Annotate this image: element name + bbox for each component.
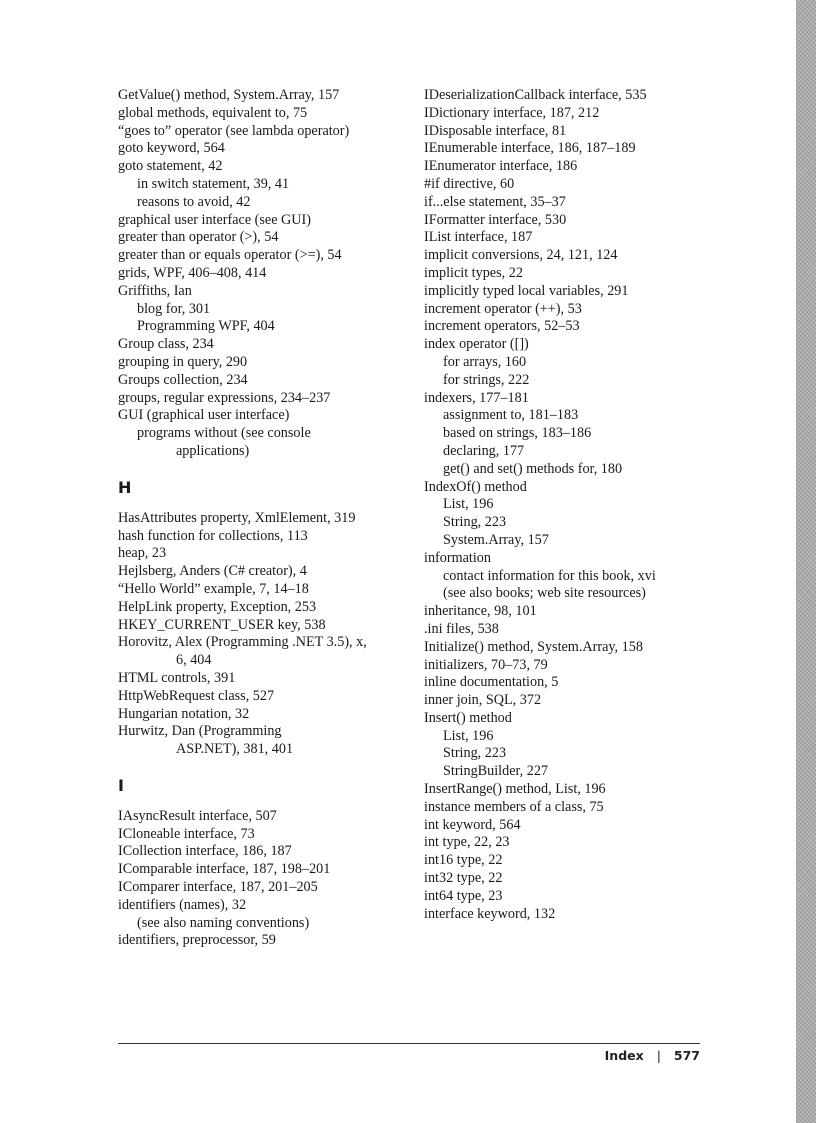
index-entry: IComparable interface, 187, 198–201 (118, 861, 331, 878)
index-entry: .ini files, 538 (424, 620, 499, 637)
index-subentry: declaring, 177 (443, 442, 525, 459)
index-entry: InsertRange() method, List, 196 (424, 781, 606, 798)
index-subentry: String, 223 (443, 745, 507, 762)
index-subentry: List, 196 (443, 496, 494, 513)
index-entry: implicitly typed local variables, 291 (424, 282, 629, 299)
index-subentry: programs without (see console (137, 425, 311, 442)
index-entry: IAsyncResult interface, 507 (118, 807, 277, 824)
index-subentry: blog for, 301 (137, 300, 211, 317)
index-entry: identifiers, preprocessor, 59 (118, 932, 276, 949)
index-entry: GetValue() method, System.Array, 157 (118, 87, 340, 103)
index-entry: HKEY_CURRENT_USER key, 538 (118, 616, 326, 633)
index-entry: hash function for collections, 113 (118, 527, 308, 544)
index-entry: IComparer interface, 187, 201–205 (118, 879, 318, 896)
index-entry: graphical user interface (see GUI) (118, 211, 311, 228)
index-entry: if...else statement, 35–37 (424, 193, 566, 210)
index-column-right (424, 87, 699, 923)
index-entry: IList interface, 187 (424, 229, 533, 246)
index-entry: indexers, 177–181 (424, 389, 529, 406)
index-subentry: Programming WPF, 404 (137, 318, 275, 335)
index-subentry: contact information for this book, xvi (443, 567, 656, 584)
index-subentry: List, 196 (443, 727, 494, 744)
index-subentry: 6, 404 (176, 652, 212, 669)
index-entry: IDeserializationCallback interface, 535 (424, 87, 647, 103)
index-entry: instance members of a class, 75 (424, 798, 604, 815)
index-entry: Horovitz, Alex (Programming .NET 3.5), x, (118, 634, 367, 651)
index-subentry: StringBuilder, 227 (443, 763, 549, 780)
index-entry: HTML controls, 391 (118, 669, 236, 686)
index-entry: Initialize() method, System.Array, 158 (424, 638, 643, 655)
index-entry: increment operator (++), 53 (424, 300, 582, 317)
index-entry: Griffiths, Ian (118, 282, 192, 299)
index-entry: global methods, equivalent to, 75 (118, 104, 308, 121)
index-entry: increment operators, 52–53 (424, 318, 580, 335)
index-entry: IEnumerator interface, 186 (424, 158, 578, 175)
index-entry: HttpWebRequest class, 527 (118, 687, 275, 704)
index-subentry: System.Array, 157 (443, 531, 549, 548)
index-entry: ICloneable interface, 73 (118, 825, 255, 842)
index-subentry: for strings, 222 (443, 371, 530, 388)
index-subentry: String, 223 (443, 514, 507, 531)
index-subentry: in switch statement, 39, 41 (137, 175, 290, 192)
index-entry: inheritance, 98, 101 (424, 603, 537, 620)
footer-label: Index (604, 1048, 644, 1063)
index-entry: Group class, 234 (118, 336, 214, 353)
index-entry: Hejlsberg, Anders (C# creator), 4 (118, 563, 307, 580)
index-entry: ICollection interface, 186, 187 (118, 843, 292, 860)
index-entry: int32 type, 22 (424, 870, 503, 887)
index-entry: heap, 23 (118, 545, 167, 562)
index-entry: int64 type, 23 (424, 887, 503, 904)
index-entry: int type, 22, 23 (424, 834, 510, 851)
index-entry: grouping in query, 290 (118, 353, 248, 370)
index-entry: groups, regular expressions, 234–237 (118, 389, 331, 406)
index-entry: implicit conversions, 24, 121, 124 (424, 247, 618, 264)
index-subentry: applications) (176, 442, 250, 459)
index-entry: interface keyword, 132 (424, 905, 556, 922)
index-entry: int keyword, 564 (424, 816, 521, 833)
index-entry: identifiers (names), 32 (118, 896, 247, 913)
index-subentry: for arrays, 160 (443, 353, 527, 370)
index-subentry: assignment to, 181–183 (443, 407, 579, 424)
page-edge-stripe (796, 0, 816, 1123)
index-entry: goto statement, 42 (118, 158, 223, 175)
footer-separator: | (656, 1048, 661, 1063)
index-entry: IEnumerable interface, 186, 187–189 (424, 140, 636, 157)
index-entry: Groups collection, 234 (118, 371, 248, 388)
footer-rule (118, 1043, 700, 1044)
index-entry: IndexOf() method (424, 478, 527, 495)
index-entry: “Hello World” example, 7, 14–18 (118, 580, 309, 597)
index-entry: inline documentation, 5 (424, 674, 559, 691)
index-entry: goto keyword, 564 (118, 140, 225, 157)
section-heading: H (118, 477, 132, 497)
index-entry: greater than or equals operator (>=), 54 (118, 247, 342, 264)
index-entry: IDictionary interface, 187, 212 (424, 104, 600, 121)
index-subentry: (see also books; web site resources) (443, 585, 646, 602)
page-number: 577 (673, 1048, 700, 1063)
index-column-left (118, 87, 403, 950)
index-entry: IDisposable interface, 81 (424, 122, 567, 139)
index-entry: #if directive, 60 (424, 175, 515, 192)
page-footer (605, 1048, 700, 1063)
index-entry: int16 type, 22 (424, 852, 503, 869)
index-subentry: (see also naming conventions) (137, 914, 310, 931)
index-entry: Hungarian notation, 32 (118, 705, 250, 722)
index-entry: HasAttributes property, XmlElement, 319 (118, 509, 356, 526)
index-entry: information (424, 549, 491, 566)
index-entry: initializers, 70–73, 79 (424, 656, 548, 673)
index-entry: implicit types, 22 (424, 264, 523, 281)
index-entry: grids, WPF, 406–408, 414 (118, 264, 267, 281)
index-entry: Hurwitz, Dan (Programming (118, 723, 282, 740)
index-subentry: ASP.NET), 381, 401 (176, 741, 294, 758)
index-entry: inner join, SQL, 372 (424, 692, 542, 709)
index-subentry: based on strings, 183–186 (443, 425, 592, 442)
index-subentry: reasons to avoid, 42 (137, 193, 251, 210)
index-entry: greater than operator (>), 54 (118, 229, 279, 246)
index-entry: Insert() method (424, 709, 512, 726)
index-entry: “goes to” operator (see lambda operator) (118, 122, 350, 139)
index-entry: GUI (graphical user interface) (118, 407, 290, 424)
index-entry: HelpLink property, Exception, 253 (118, 598, 317, 615)
index-entry: IFormatter interface, 530 (424, 211, 567, 228)
index-subentry: get() and set() methods for, 180 (443, 460, 623, 477)
index-entry: index operator ([]) (424, 336, 529, 353)
section-heading: I (118, 775, 124, 795)
